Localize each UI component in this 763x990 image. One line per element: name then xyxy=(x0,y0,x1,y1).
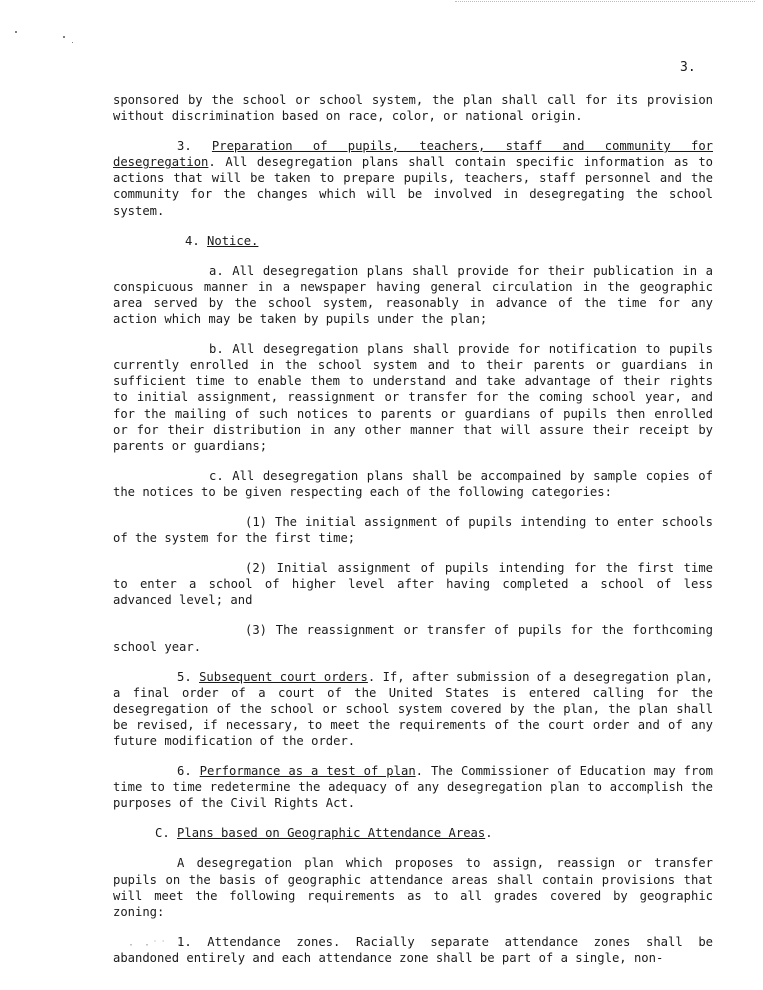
section-6-number: 6. xyxy=(177,764,192,779)
section-6-text: . The Commissioner of Education may from time to time redetermine the adequacy of any desegregation plan to accomplish the purposes of the Civil Rights Act. xyxy=(113,764,713,811)
section-5-text: . If, after submission of a desegregation plan, a final order of a court of the United States is entered calling for the desegregation of the school or school system covered by the plan, the plan shall be revised, if necessary, to meet the requirements of the court order and of any future modification of the order. xyxy=(113,669,713,748)
section-6-paragraph xyxy=(113,763,713,811)
scan-smudge: · ·˙˙ · xyxy=(128,940,185,951)
section-6-heading: Performance as a test of plan xyxy=(199,764,416,779)
scan-speck xyxy=(15,31,17,33)
section-4c2-paragraph: (2) Initial assignment of pupils intending for the first time to enter a school of higher level after having completed a school of less advanced level; and xyxy=(113,561,713,608)
section-3-heading: Preparation of pupils, teachers, staff and community for desegregation xyxy=(113,139,714,170)
document-body xyxy=(113,92,713,980)
section-3-text: . All desegregation plans shall contain specific information as to actions that will be taken to prepare pupils, teachers, staff personnel and the community for the changes which will be involved in desegregating the school system. xyxy=(113,155,713,218)
section-c-heading: Plans based on Geographic Attendance Areas xyxy=(177,826,486,841)
section-4c-paragraph: c. All desegregation plans shall be accompained by sample copies of the notices to be given respecting each of the following categories: xyxy=(113,468,713,499)
section-4c1-paragraph: (1) The initial assignment of pupils intending to enter schools of the system for the first time; xyxy=(113,514,713,546)
section-5-paragraph xyxy=(113,669,713,749)
continued-paragraph: sponsored by the school or school system, the plan shall call for its provision without discrimination based on race, color, or national origin. xyxy=(113,93,713,124)
section-4-heading: Notice. xyxy=(207,233,259,248)
section-c1-paragraph: 1. Attendance zones. Racially separate attendance zones shall be abandoned entirely and each attendance zone shall be part of a single, non- xyxy=(113,934,713,965)
section-5-heading: Subsequent court orders xyxy=(199,669,368,684)
section-c-heading-line xyxy=(155,825,713,841)
section-4c3-paragraph: (3) The reassignment or transfer of pupils for the forthcoming school year. xyxy=(113,623,713,654)
section-4a-paragraph: a. All desegregation plans shall provide for their publication in a conspicuous manner in a newspaper having general circulation in the geographic area served by the school system, reasonably in advance of the time for any action which may be taken by pupils under the plan; xyxy=(113,263,713,327)
scan-speck xyxy=(63,36,65,38)
section-4-heading-line xyxy=(185,233,713,249)
scan-dotted-edge xyxy=(455,1,755,2)
section-3-number: 3. xyxy=(177,139,192,154)
section-c-number: C. xyxy=(155,826,170,841)
section-3-paragraph xyxy=(113,138,713,218)
scan-speck xyxy=(72,42,73,43)
section-4b-paragraph: b. All desegregation plans shall provide for notification to pupils currently enrolled in the school system and to their parents or guardians in sufficient time to enable them to understand and take advantage of their rights to initial assignment, reassignment or transfer for the coming school year, and for the mailing of such notices to parents or guardians of pupils then enrolled or for their distribution in any other manner that will assure their receipt by parents or guardians; xyxy=(113,342,713,453)
section-5-number: 5. xyxy=(177,669,192,684)
section-c-intro-paragraph: A desegregation plan which proposes to assign, reassign or transfer pupils on the basis of geographic attendance areas shall contain provisions that will meet the following requirements as to all grades covered by geographic zoning: xyxy=(113,856,713,919)
section-4-number: 4. xyxy=(185,233,200,248)
section-c-period: . xyxy=(485,826,493,841)
page-number: 3. xyxy=(680,60,696,75)
